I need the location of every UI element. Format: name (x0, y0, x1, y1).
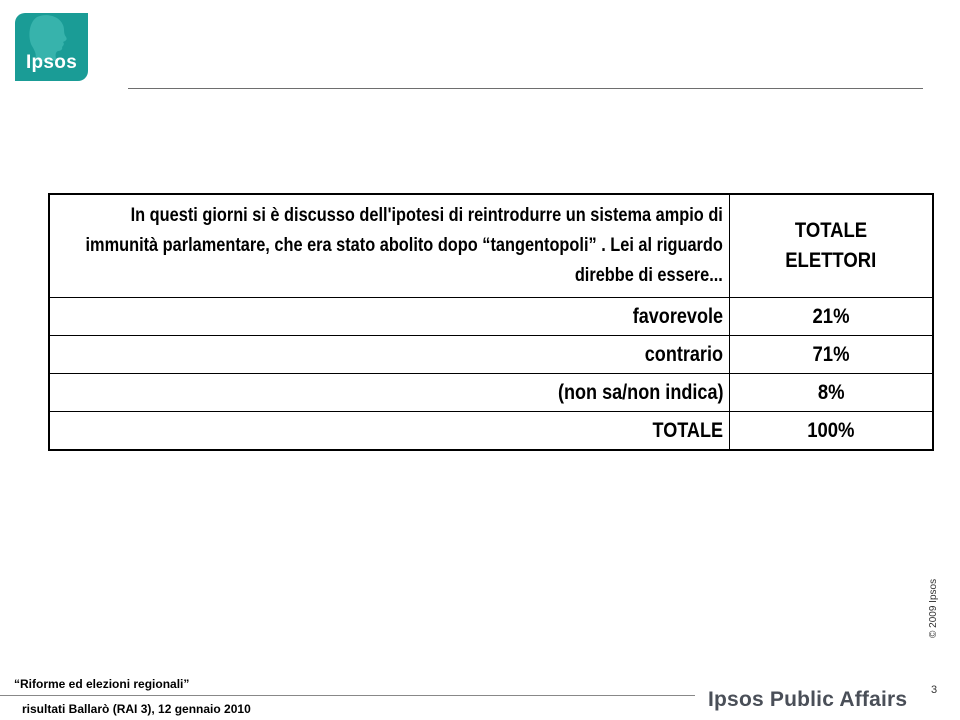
logo-text: Ipsos (25, 52, 78, 73)
row-label-cell (49, 374, 730, 412)
row-value: 71% (812, 342, 850, 366)
footer-subtitle: risultati Ballarò (RAI 3), 12 gennaio 2010 (22, 702, 251, 716)
question-text: In questi giorni si è discusso dell'ipotesi di reintrodurre un sistema ampio di immunità parlamentare, che era stato abolito dopo “tangentopoli” . Lei al riguardo direbbe di essere... (85, 205, 724, 286)
table-row (49, 374, 933, 412)
survey-table (48, 193, 934, 451)
column-header (730, 194, 933, 298)
row-value-cell (730, 374, 933, 412)
total-label: TOTALE (652, 418, 724, 442)
row-label-cell (49, 336, 730, 374)
row-value: 21% (812, 304, 850, 328)
table-row (49, 298, 933, 336)
brand-name: Ipsos Public Affairs (708, 688, 908, 711)
column-header-line1: TOTALE (794, 219, 868, 242)
total-label-cell (49, 412, 730, 451)
footer-title: “Riforme ed elezioni regionali” (14, 677, 190, 691)
table-header-row (49, 194, 933, 298)
row-value-cell (730, 298, 933, 336)
ipsos-logo (15, 13, 88, 81)
page-number: 3 (931, 684, 938, 696)
total-value-cell (730, 412, 933, 451)
table-total-row (49, 412, 933, 451)
header-divider (128, 88, 923, 89)
row-label-cell (49, 298, 730, 336)
row-value-cell (730, 336, 933, 374)
question-cell (49, 194, 730, 298)
table-row (49, 336, 933, 374)
row-label: (non sa/non indica) (557, 380, 724, 404)
copyright-text: © 2009 Ipsos (928, 578, 939, 638)
row-label: contrario (644, 342, 724, 366)
row-label: favorevole (632, 304, 724, 328)
total-value: 100% (807, 418, 855, 442)
footer-divider (0, 695, 695, 696)
column-header-line2: ELETTORI (785, 249, 877, 272)
row-value: 8% (817, 380, 845, 404)
